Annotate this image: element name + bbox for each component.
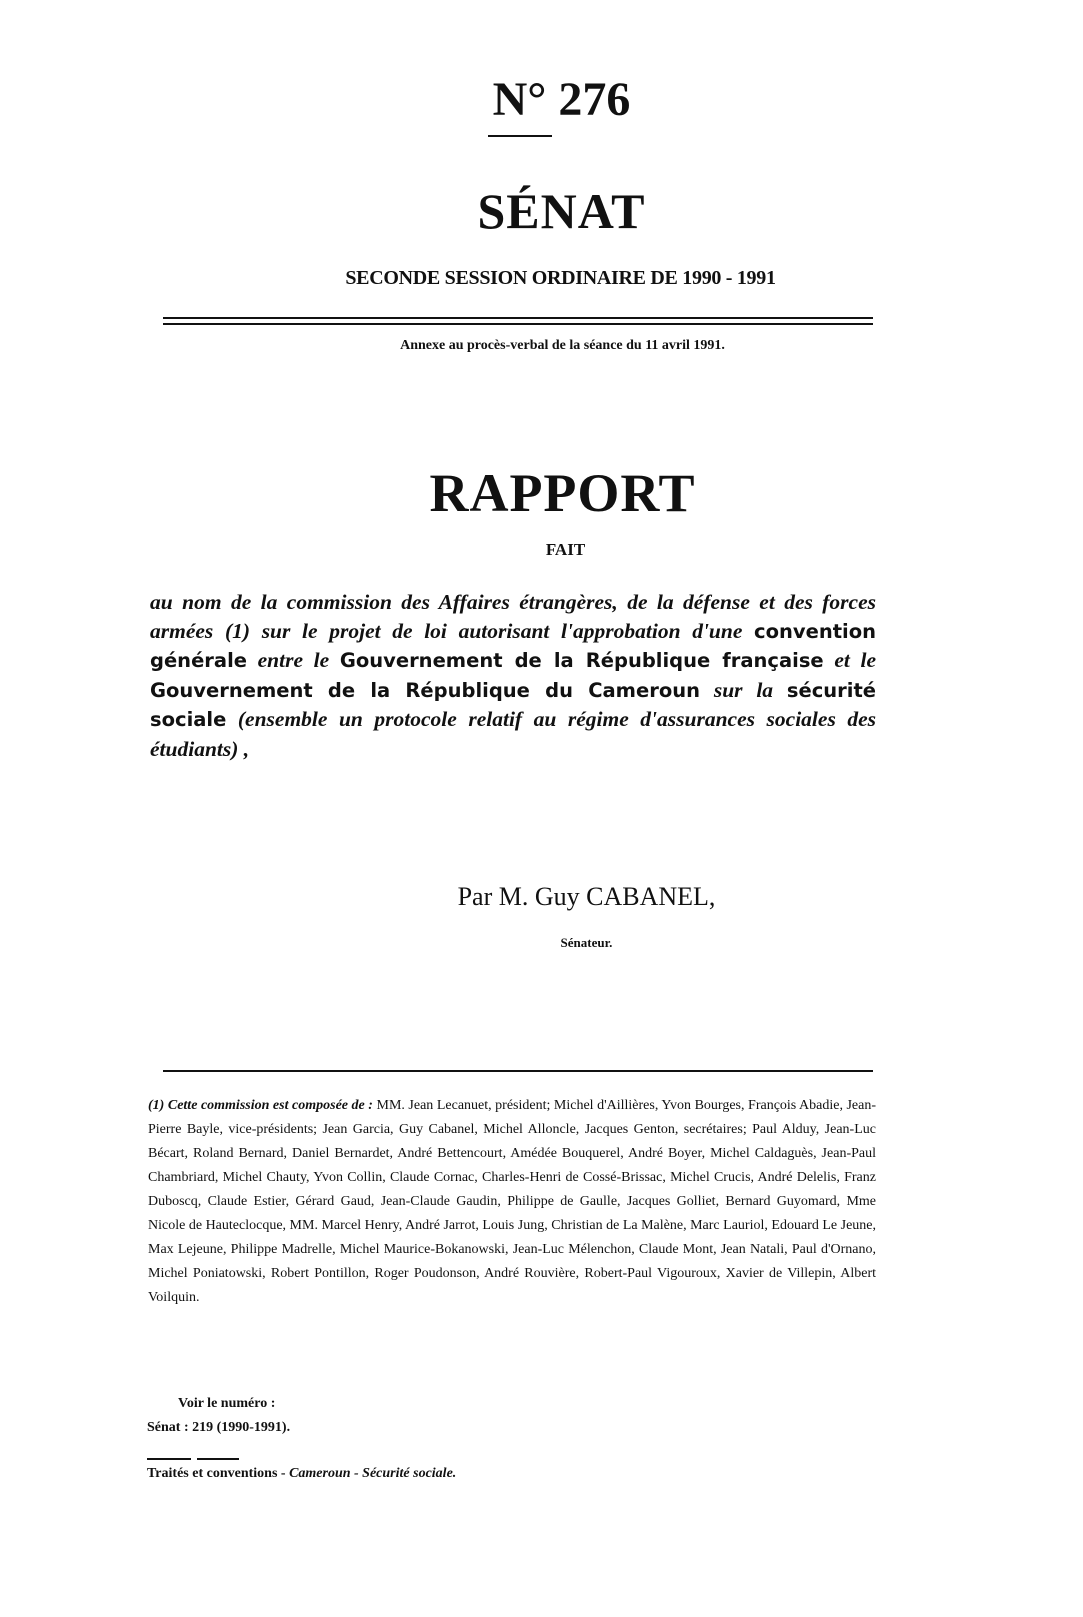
desc-part-2: convention générale [150, 619, 876, 672]
footnote-members: MM. Jean Lecanuet, président; Michel d'Aillières, Yvon Bourges, François Abadie, Jean-Pierre Bayle, vice-présidents; Jean Garcia, Guy Cabanel, Michel Alloncle, Jacques Genton, secrétaires; Paul Alduy, Jean-Luc Bécart, Roland Bernard, Daniel Bernardet, André Bettencourt, Amédée Bouquerel, André Boyer, Michel Caldaguès, Jean-Paul Chambriard, Michel Chauty, Yvon Collin, Claude Cornac, Charles-Henri de Cossé-Brissac, Michel Crucis, André Delelis, Franz Duboscq, Claude Estier, Gérard Gaud, Jean-Claude Gaudin, Philippe de Gaulle, Jacques Golliet, Bernard Guyomard, Mme Nicole de Hauteclocque, MM. Marcel Henry, André Jarrot, Louis Jung, Christian de La Malène, Marc Lauriol, Edouard Le Jeune, Max Lejeune, Philippe Madrelle, Michel Maurice-Bokanowski, Jean-Luc Mélenchon, Claude Mont, Jean Natali, Paul d'Ornano, Michel Poniatowski, Robert Pontillon, Roger Poudonson, André Rouvière, Robert-Paul Vigouroux, Xavier de Villepin, Albert Voilquin. [148, 1098, 877, 1305]
author-title: Sénateur. [560, 935, 613, 950]
annexe-line: Annexe au procès-verbal de la séance du 11 avril 1991. [400, 338, 725, 353]
divider-double-top [163, 317, 873, 319]
keywords-line [147, 1466, 456, 1482]
desc-part-7: sur la [713, 677, 774, 702]
desc-part-4: Gouvernement de la République française [339, 649, 824, 672]
report-subtitle: FAIT [545, 540, 586, 559]
divider-double-bottom [163, 323, 873, 325]
author-line: Par M. Guy CABANEL, [457, 882, 716, 911]
session-line: SECONDE SESSION ORDINAIRE DE 1990 - 1991 [345, 267, 776, 289]
report-description [150, 588, 876, 763]
footnote-intro: (1) Cette commission est composée de : [148, 1098, 373, 1113]
keywords-italic: Cameroun - Sécurité sociale. [289, 1466, 457, 1481]
desc-part-9: (ensemble un protocole relatif au régime d'assurances sociales des étudiants) , [150, 707, 877, 761]
desc-part-1: au nom de la commission des Affaires étrangères, de la défense et des forces armées (1) sur le projet de loi autorisant l'approbation d'une [150, 590, 876, 643]
document-number: N° 276 [492, 73, 631, 126]
desc-part-6: Gouvernement de la République du Cameroun [150, 678, 700, 702]
desc-part-3: entre le [257, 648, 330, 672]
footnote [148, 1094, 876, 1310]
divider-short [488, 135, 552, 137]
desc-part-8: sécurité sociale [150, 678, 877, 731]
divider-small-right [197, 1458, 239, 1460]
see-number-label: Voir le numéro : [178, 1396, 276, 1411]
footnote-divider [163, 1070, 873, 1072]
desc-part-5: et le [834, 648, 877, 672]
senat-reference: Sénat : 219 (1990-1991). [147, 1420, 291, 1435]
chamber-title: SÉNAT [477, 183, 646, 239]
keywords-prefix: Traités et conventions - [147, 1466, 290, 1481]
report-title: RAPPORT [429, 463, 696, 523]
divider-small-left [147, 1458, 191, 1460]
